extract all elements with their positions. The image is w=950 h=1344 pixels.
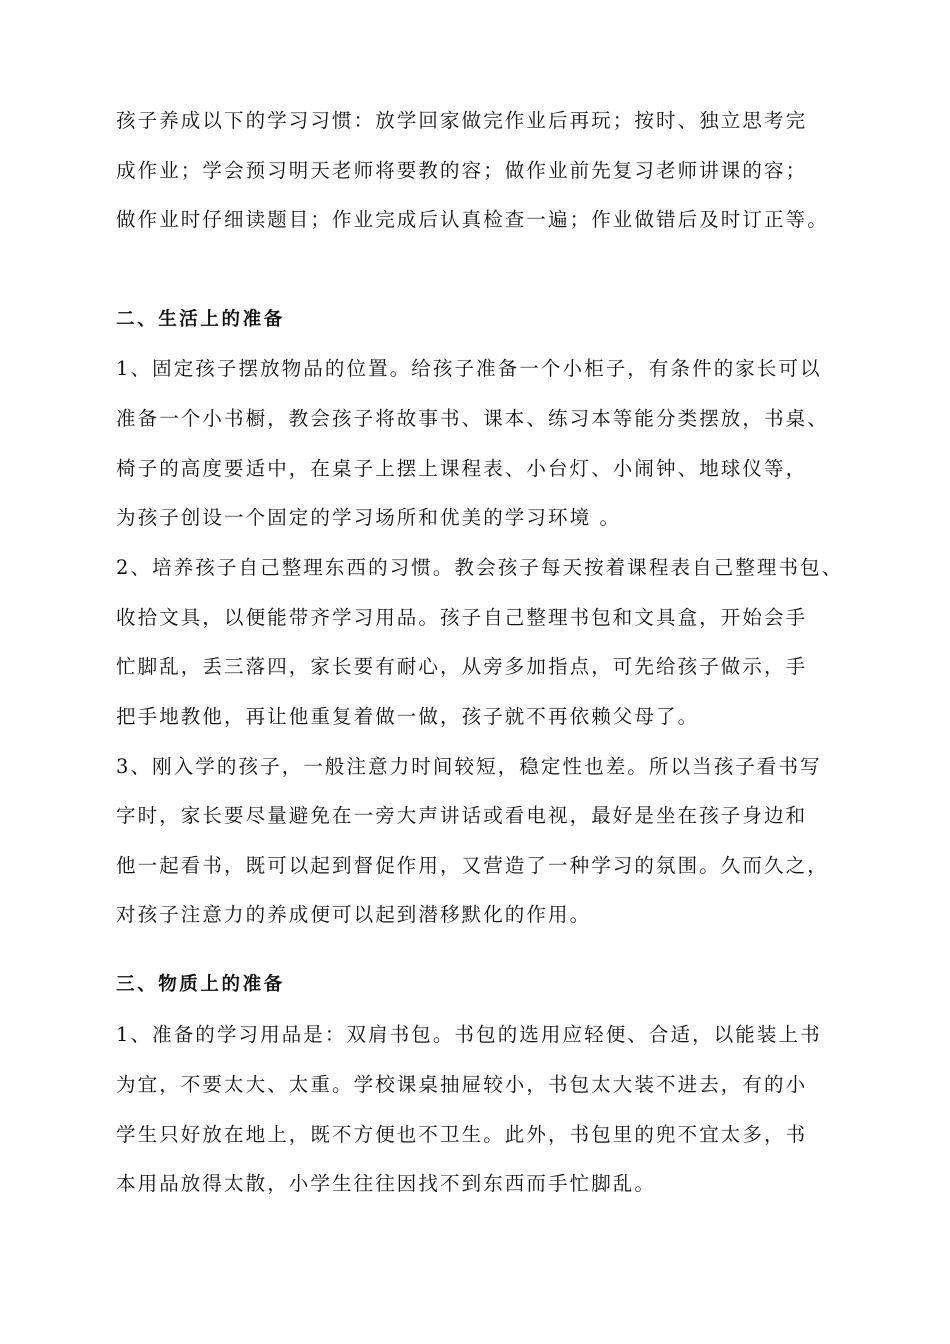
body-line: 为宜，不要太大、太重。学校课桌抽屉较小，书包太大装不进去，有的小 — [116, 1073, 808, 1096]
body-line: 准备一个小书橱，教会孩子将故事书、课本、练习本等能分类摆放，书桌、 — [116, 407, 829, 430]
body-line: 收拾文具，以便能带齐学习用品。孩子自己整理书包和文具盒，开始会手 — [116, 606, 808, 629]
body-line: 对孩子注意力的养成便可以起到潜移默化的作用。 — [116, 903, 592, 926]
body-line: 1、准备的学习用品是：双肩书包。书包的选用应轻便、合适，以能装上书 — [116, 1023, 822, 1046]
body-line: 1、固定孩子摆放物品的位置。给孩子准备一个小柜子，有条件的家长可以 — [116, 357, 822, 380]
body-line: 他一起看书，既可以起到督促作用，又营造了一种学习的氛围。久而久之， — [116, 854, 829, 877]
body-line: 忙脚乱，丢三落四，家长要有耐心，从旁多加指点，可先给孩子做示，手 — [116, 655, 808, 678]
body-line: 2、培养孩子自己整理东西的习惯。教会孩子每天按着课程表自己整理书包、 — [116, 556, 844, 579]
body-line: 椅子的高度要适中，在桌子上摆上课程表、小台灯、小闹钟、地球仪等， — [116, 457, 808, 480]
body-line: 为孩子创设一个固定的学习场所和优美的学习环境 。 — [116, 506, 622, 529]
body-line: 本用品放得太散，小学生往往因找不到东西而手忙脚乱。 — [116, 1172, 657, 1195]
intro-line: 做作业时仔细读题目；作业完成后认真检查一遍；作业做错后及时订正等。 — [116, 208, 829, 231]
intro-line: 成作业；学会预习明天老师将要教的容；做作业前先复习老师讲课的容； — [116, 159, 808, 182]
section-heading: 三、物质上的准备 — [116, 974, 285, 995]
body-line: 字时，家长要尽量避免在一旁大声讲话或看电视，最好是坐在孩子身边和 — [116, 804, 808, 827]
section-heading: 二、生活上的准备 — [116, 309, 285, 330]
intro-line: 孩子养成以下的学习习惯：放学回家做完作业后再玩；按时、独立思考完 — [116, 109, 808, 132]
body-line: 把手地教他，再让他重复着做一做，孩子就不再依赖父母了。 — [116, 705, 700, 728]
body-line: 3、刚入学的孩子，一般注意力时间较短，稳定性也差。所以当孩子看书写 — [116, 755, 822, 778]
body-line: 学生只好放在地上，既不方便也不卫生。此外，书包里的兜不宜太多，书 — [116, 1123, 808, 1146]
